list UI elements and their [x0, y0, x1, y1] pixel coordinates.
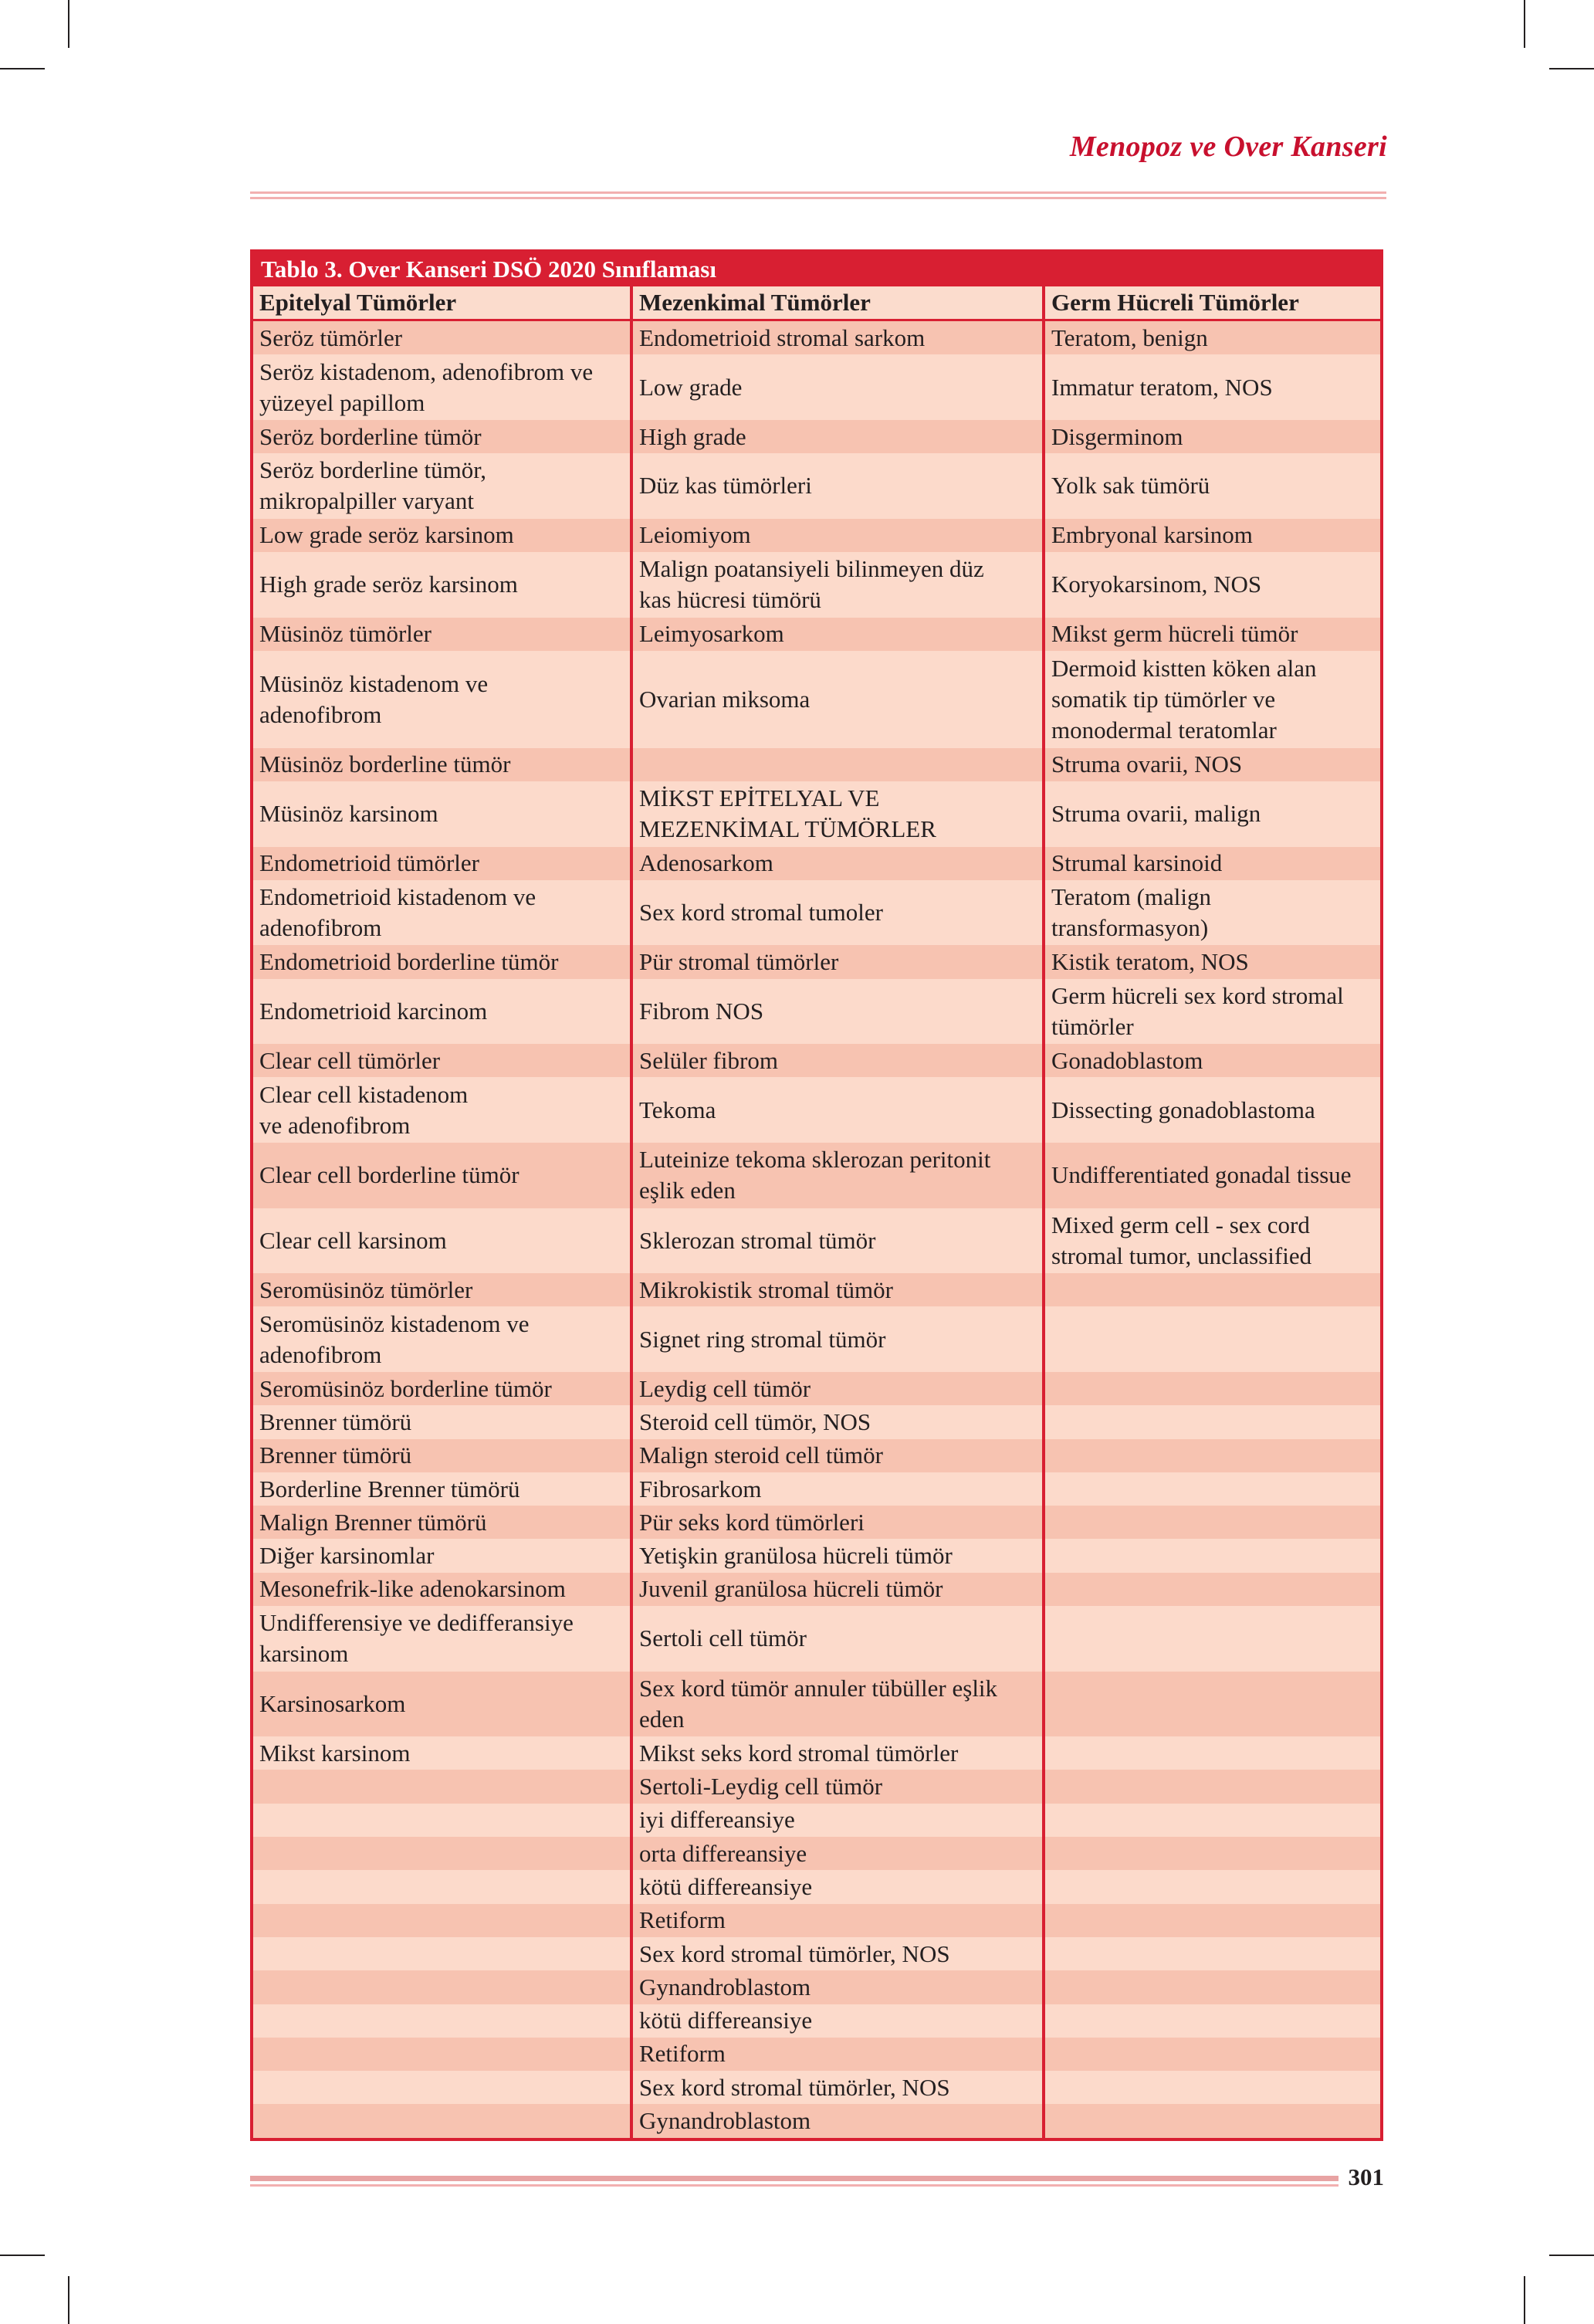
cell-mezenkimal	[631, 618, 1044, 651]
cell-germ	[1044, 1573, 1380, 1606]
cell-epitelyal	[253, 1306, 631, 1372]
cell-mezenkimal-text: High grade	[639, 422, 746, 450]
cell-epitelyal	[253, 1606, 631, 1672]
cell-mezenkimal	[631, 1937, 1044, 1970]
table-row	[253, 618, 1380, 651]
table-row	[253, 1573, 1380, 1606]
cell-mezenkimal-text: Retiform	[639, 2040, 726, 2068]
cell-epitelyal	[253, 320, 631, 355]
cell-germ-text: Disgerminom	[1051, 422, 1183, 450]
cell-germ-text: Dissecting gonadoblastoma	[1051, 1096, 1315, 1123]
crop-mark	[1549, 2255, 1594, 2256]
cell-germ	[1044, 748, 1380, 781]
cell-mezenkimal-text: Malign poatansiyeli bilinmeyen düz kas hücresi tümörü	[639, 555, 984, 614]
cell-epitelyal-text: High grade seröz karsinom	[259, 571, 518, 598]
cell-mezenkimal-text: Selüler fibrom	[639, 1046, 778, 1074]
cell-germ-text: Germ hücreli sex kord stromal tümörler	[1051, 981, 1344, 1040]
cell-mezenkimal	[631, 1837, 1044, 1870]
cell-mezenkimal	[631, 552, 1044, 618]
cell-mezenkimal	[631, 1904, 1044, 1937]
crop-mark	[1524, 2276, 1525, 2324]
cell-epitelyal	[253, 519, 631, 552]
cell-epitelyal	[253, 618, 631, 651]
cell-germ	[1044, 945, 1380, 978]
cell-epitelyal	[253, 1736, 631, 1770]
cell-mezenkimal-text: orta differeansiye	[639, 1839, 807, 1867]
table-row	[253, 1770, 1380, 1803]
cell-epitelyal-text: Seröz kistadenom, adenofibrom ve yüzeyel papillom	[259, 357, 594, 416]
cell-germ	[1044, 1306, 1380, 1372]
cell-mezenkimal-text: Leimyosarkom	[639, 620, 784, 648]
header-rule	[250, 197, 1386, 199]
cell-epitelyal-text: Seröz borderline tümör	[259, 422, 482, 450]
cell-mezenkimal	[631, 748, 1044, 781]
cell-germ	[1044, 320, 1380, 355]
cell-germ	[1044, 519, 1380, 552]
table-row	[253, 1970, 1380, 2004]
table-row	[253, 2004, 1380, 2038]
cell-germ	[1044, 2004, 1380, 2038]
running-header-title: Menopoz ve Over Kanseri	[1069, 130, 1387, 163]
cell-mezenkimal-text: Malign steroid cell tümör	[639, 1441, 883, 1469]
cell-mezenkimal-text: Gynandroblastom	[639, 2107, 811, 2135]
cell-mezenkimal-text: Adenosarkom	[639, 849, 773, 877]
cell-epitelyal-text: Endometrioid tümörler	[259, 849, 479, 877]
cell-germ-text: Kistik teratom, NOS	[1051, 947, 1249, 975]
cell-mezenkimal	[631, 453, 1044, 519]
cell-mezenkimal-text: Düz kas tümörleri	[639, 472, 812, 500]
cell-epitelyal-text: Endometrioid borderline tümör	[259, 947, 559, 975]
cell-mezenkimal	[631, 1870, 1044, 1903]
cell-epitelyal-text: Müsinöz karsinom	[259, 800, 438, 828]
cell-mezenkimal	[631, 320, 1044, 355]
table-row	[253, 1672, 1380, 1737]
cell-mezenkimal	[631, 880, 1044, 946]
cell-epitelyal	[253, 1904, 631, 1937]
cell-germ-text: Struma ovarii, NOS	[1051, 750, 1243, 778]
cell-epitelyal	[253, 1837, 631, 1870]
cell-epitelyal-text: Müsinöz borderline tümör	[259, 750, 511, 778]
cell-germ	[1044, 1208, 1380, 1274]
cell-mezenkimal-text: Luteinize tekoma sklerozan peritonit eşlik eden	[639, 1146, 991, 1204]
cell-mezenkimal	[631, 1044, 1044, 1077]
cell-mezenkimal	[631, 420, 1044, 453]
cell-epitelyal-text: Borderline Brenner tümörü	[259, 1475, 520, 1502]
cell-mezenkimal-text: Signet ring stromal tümör	[639, 1325, 886, 1353]
cell-germ-text: Immatur teratom, NOS	[1051, 373, 1273, 401]
table-row	[253, 1306, 1380, 1372]
cell-mezenkimal-text: Sex kord stromal tümörler, NOS	[639, 2073, 950, 2101]
table-row	[253, 354, 1380, 420]
cell-epitelyal	[253, 748, 631, 781]
cell-germ	[1044, 1405, 1380, 1438]
cell-mezenkimal	[631, 1306, 1044, 1372]
cell-epitelyal-text: Diğer karsinomlar	[259, 1542, 435, 1570]
cell-epitelyal	[253, 880, 631, 946]
cell-germ-text: Mikst germ hücreli tümör	[1051, 620, 1298, 648]
cell-germ	[1044, 1672, 1380, 1737]
cell-epitelyal	[253, 1506, 631, 1539]
cell-germ	[1044, 1439, 1380, 1472]
cell-epitelyal-text: Brenner tümörü	[259, 1408, 412, 1435]
cell-epitelyal-text: Undifferensiye ve dedifferansiye karsinom	[259, 1609, 574, 1668]
table-row	[253, 979, 1380, 1045]
crop-mark	[1549, 68, 1594, 69]
cell-germ	[1044, 1044, 1380, 1077]
cell-mezenkimal-text: Leiomiyom	[639, 521, 751, 549]
table-row	[253, 420, 1380, 453]
cell-germ	[1044, 1770, 1380, 1803]
cell-germ	[1044, 2071, 1380, 2104]
cell-germ	[1044, 1539, 1380, 1572]
cell-mezenkimal-text: Yetişkin granülosa hücreli tümör	[639, 1542, 953, 1570]
cell-mezenkimal	[631, 847, 1044, 880]
cell-epitelyal-text: Brenner tümörü	[259, 1441, 412, 1469]
cell-mezenkimal-text: Fibrosarkom	[639, 1475, 762, 1502]
cell-mezenkimal	[631, 1439, 1044, 1472]
table-caption-row	[253, 252, 1380, 286]
cell-mezenkimal	[631, 979, 1044, 1045]
cell-germ-text: Teratom (malign transformasyon)	[1051, 883, 1212, 942]
table-row	[253, 781, 1380, 847]
table-row	[253, 1736, 1380, 1770]
table-row	[253, 1405, 1380, 1438]
cell-mezenkimal	[631, 2071, 1044, 2104]
cell-mezenkimal	[631, 1804, 1044, 1837]
crop-mark	[68, 0, 69, 48]
cell-epitelyal-text: Endometrioid karcinom	[259, 997, 488, 1025]
cell-germ-text: Mixed germ cell - sex cord stromal tumor, unclassified	[1051, 1211, 1312, 1269]
cell-germ	[1044, 1837, 1380, 1870]
cell-epitelyal	[253, 1472, 631, 1506]
cell-germ	[1044, 1804, 1380, 1837]
table-row	[253, 552, 1380, 618]
cell-mezenkimal	[631, 1077, 1044, 1143]
cell-mezenkimal-text: Sex kord stromal tumoler	[639, 899, 883, 927]
cell-epitelyal-text: Seröz tümörler	[259, 324, 403, 351]
cell-epitelyal-text: Clear cell tümörler	[259, 1046, 441, 1074]
cell-epitelyal-text: Mikst karsinom	[259, 1739, 411, 1767]
cell-epitelyal-text: Karsinosarkom	[259, 1689, 406, 1717]
cell-epitelyal	[253, 979, 631, 1045]
cell-germ	[1044, 781, 1380, 847]
cell-epitelyal	[253, 1044, 631, 1077]
table-row	[253, 1606, 1380, 1672]
cell-germ-text: Teratom, benign	[1051, 324, 1208, 351]
cell-germ	[1044, 847, 1380, 880]
table-body	[253, 320, 1380, 2139]
classification-table	[250, 249, 1383, 2141]
cell-germ-text: Embryonal karsinom	[1051, 521, 1253, 549]
cell-epitelyal	[253, 847, 631, 880]
cell-germ	[1044, 1870, 1380, 1903]
cell-germ-text: Undifferentiated gonadal tissue	[1051, 1161, 1352, 1189]
table-row	[253, 1372, 1380, 1405]
cell-germ	[1044, 1143, 1380, 1208]
cell-epitelyal	[253, 1539, 631, 1572]
cell-epitelyal	[253, 1970, 631, 2004]
table-row	[253, 1937, 1380, 1970]
table-row	[253, 519, 1380, 552]
table-row	[253, 1870, 1380, 1903]
cell-mezenkimal-text: Juvenil granülosa hücreli tümör	[639, 1575, 943, 1603]
cell-mezenkimal-text: Sklerozan stromal tümör	[639, 1226, 876, 1254]
cell-epitelyal	[253, 1573, 631, 1606]
cell-epitelyal-text: Malign Brenner tümörü	[259, 1508, 487, 1536]
cell-epitelyal-text: Seröz borderline tümör, mikropalpiller varyant	[259, 456, 487, 515]
cell-mezenkimal	[631, 1606, 1044, 1672]
cell-mezenkimal-text: Endometrioid stromal sarkom	[639, 324, 926, 351]
cell-epitelyal-text: Clear cell karsinom	[259, 1226, 447, 1254]
footer-rule	[250, 2176, 1338, 2181]
cell-epitelyal-text: Seromüsinöz kistadenom ve adenofibrom	[259, 1309, 530, 1368]
crop-mark	[1524, 0, 1525, 48]
cell-germ	[1044, 1506, 1380, 1539]
cell-germ	[1044, 880, 1380, 946]
table-row	[253, 1506, 1380, 1539]
table-row	[253, 1439, 1380, 1472]
cell-mezenkimal-text: MİKST EPİTELYAL VE MEZENKİMAL TÜMÖRLER	[639, 784, 936, 843]
cell-mezenkimal-text: Sex kord tümör annuler tübüller eşlik eden	[639, 1674, 998, 1733]
footer-rule	[250, 2184, 1338, 2187]
cell-epitelyal	[253, 1439, 631, 1472]
cell-epitelyal-text: Mesonefrik-like adenokarsinom	[259, 1575, 566, 1603]
cell-epitelyal	[253, 1273, 631, 1306]
cell-germ	[1044, 1736, 1380, 1770]
cell-epitelyal-text: Müsinöz kistadenom ve adenofibrom	[259, 669, 489, 728]
cell-mezenkimal-text: Sertoli cell tümör	[639, 1624, 807, 1652]
cell-mezenkimal	[631, 1736, 1044, 1770]
cell-germ	[1044, 453, 1380, 519]
cell-epitelyal	[253, 1143, 631, 1208]
cell-mezenkimal	[631, 1405, 1044, 1438]
cell-germ-text: Koryokarsinom, NOS	[1051, 571, 1262, 598]
cell-epitelyal	[253, 1372, 631, 1405]
table-row	[253, 1804, 1380, 1837]
cell-mezenkimal-text: Pür stromal tümörler	[639, 947, 839, 975]
table-row	[253, 1539, 1380, 1572]
cell-epitelyal	[253, 1937, 631, 1970]
cell-mezenkimal	[631, 651, 1044, 748]
cell-mezenkimal	[631, 1770, 1044, 1803]
cell-epitelyal-text: Clear cell borderline tümör	[259, 1161, 519, 1189]
table-row	[253, 1273, 1380, 1306]
cell-germ	[1044, 552, 1380, 618]
table-row	[253, 1904, 1380, 1937]
table-row	[253, 453, 1380, 519]
column-header-mezenkimal: Mezenkimal Tümörler	[631, 286, 1044, 320]
cell-epitelyal	[253, 945, 631, 978]
cell-germ	[1044, 1372, 1380, 1405]
cell-mezenkimal-text: kötü differeansiye	[639, 1872, 813, 1900]
table-caption: Tablo 3. Over Kanseri DSÖ 2020 Sınıflaması	[253, 252, 1380, 286]
cell-epitelyal	[253, 2038, 631, 2071]
cell-mezenkimal	[631, 1970, 1044, 2004]
crop-mark	[0, 2255, 45, 2256]
cell-mezenkimal	[631, 1143, 1044, 1208]
cell-germ	[1044, 979, 1380, 1045]
table-row	[253, 748, 1380, 781]
cell-epitelyal-text: Endometrioid kistadenom ve adenofibrom	[259, 883, 536, 942]
table-row	[253, 1208, 1380, 1274]
cell-germ	[1044, 1606, 1380, 1672]
cell-mezenkimal	[631, 1273, 1044, 1306]
cell-mezenkimal-text: Fibrom NOS	[639, 997, 764, 1025]
cell-mezenkimal	[631, 945, 1044, 978]
cell-mezenkimal-text: Leydig cell tümör	[639, 1374, 811, 1402]
cell-mezenkimal	[631, 1573, 1044, 1606]
column-header-germ: Germ Hücreli Tümörler	[1044, 286, 1380, 320]
cell-germ	[1044, 2038, 1380, 2071]
cell-mezenkimal	[631, 2104, 1044, 2138]
table-row	[253, 320, 1380, 355]
crop-mark	[0, 68, 45, 69]
cell-mezenkimal	[631, 1472, 1044, 1506]
cell-germ-text: Yolk sak tümörü	[1051, 472, 1210, 500]
cell-epitelyal-text: Seromüsinöz borderline tümör	[259, 1374, 552, 1402]
table-row	[253, 651, 1380, 748]
cell-mezenkimal	[631, 519, 1044, 552]
cell-epitelyal	[253, 552, 631, 618]
page-number: 301	[1348, 2163, 1384, 2190]
cell-epitelyal	[253, 651, 631, 748]
cell-mezenkimal-text: Sex kord stromal tümörler, NOS	[639, 1939, 950, 1967]
cell-epitelyal	[253, 1208, 631, 1274]
cell-mezenkimal-text: kötü differeansiye	[639, 2007, 813, 2034]
cell-epitelyal	[253, 1770, 631, 1803]
cell-germ-text: Strumal karsinoid	[1051, 849, 1223, 877]
cell-mezenkimal	[631, 1539, 1044, 1572]
cell-mezenkimal	[631, 2004, 1044, 2038]
cell-mezenkimal-text: Steroid cell tümör, NOS	[639, 1408, 871, 1435]
cell-mezenkimal-text: Mikst seks kord stromal tümörler	[639, 1739, 959, 1767]
column-header-epitelyal: Epitelyal Tümörler	[253, 286, 631, 320]
cell-epitelyal	[253, 1870, 631, 1903]
cell-epitelyal-text: Low grade seröz karsinom	[259, 521, 514, 549]
cell-germ	[1044, 420, 1380, 453]
cell-germ-text: Dermoid kistten köken alan somatik tip tümörler ve monodermal teratomlar	[1051, 654, 1317, 744]
cell-epitelyal	[253, 2104, 631, 2138]
cell-mezenkimal	[631, 1672, 1044, 1737]
cell-mezenkimal-text: Mikrokistik stromal tümör	[639, 1275, 893, 1303]
table-row	[253, 1077, 1380, 1143]
cell-mezenkimal-text: Gynandroblastom	[639, 1973, 811, 2000]
table-header-row	[253, 286, 1380, 320]
cell-epitelyal-text: Seromüsinöz tümörler	[259, 1275, 473, 1303]
cell-epitelyal-text: Müsinöz tümörler	[259, 620, 431, 648]
cell-mezenkimal	[631, 2038, 1044, 2071]
table-row	[253, 2071, 1380, 2104]
cell-mezenkimal-text: Pür seks kord tümörleri	[639, 1508, 865, 1536]
cell-epitelyal	[253, 420, 631, 453]
table-row	[253, 945, 1380, 978]
cell-germ	[1044, 2104, 1380, 2138]
cell-epitelyal	[253, 1672, 631, 1737]
cell-germ	[1044, 1970, 1380, 2004]
table-row	[253, 1143, 1380, 1208]
table-row	[253, 1837, 1380, 1870]
cell-epitelyal	[253, 1804, 631, 1837]
cell-epitelyal	[253, 1077, 631, 1143]
cell-germ	[1044, 1904, 1380, 1937]
header-rule	[250, 191, 1386, 194]
table-row	[253, 2104, 1380, 2138]
cell-germ-text: Struma ovarii, malign	[1051, 800, 1261, 828]
cell-epitelyal	[253, 453, 631, 519]
cell-germ	[1044, 1273, 1380, 1306]
crop-mark	[68, 2276, 69, 2324]
cell-mezenkimal-text: Ovarian miksoma	[639, 685, 811, 713]
cell-mezenkimal	[631, 1208, 1044, 1274]
cell-epitelyal	[253, 1405, 631, 1438]
cell-epitelyal	[253, 781, 631, 847]
cell-mezenkimal-text: Tekoma	[639, 1096, 716, 1123]
cell-mezenkimal	[631, 1506, 1044, 1539]
cell-mezenkimal-text: Retiform	[639, 1906, 726, 1934]
cell-mezenkimal-text: iyi differeansiye	[639, 1806, 795, 1834]
cell-mezenkimal-text: Sertoli-Leydig cell tümör	[639, 1773, 883, 1801]
table-row	[253, 1044, 1380, 1077]
cell-mezenkimal	[631, 781, 1044, 847]
cell-germ	[1044, 651, 1380, 748]
cell-mezenkimal	[631, 354, 1044, 420]
cell-germ	[1044, 1937, 1380, 1970]
cell-mezenkimal	[631, 1372, 1044, 1405]
cell-epitelyal	[253, 354, 631, 420]
cell-germ	[1044, 1472, 1380, 1506]
table-row	[253, 2038, 1380, 2071]
cell-germ-text: Gonadoblastom	[1051, 1046, 1203, 1074]
cell-epitelyal-text: Clear cell kistadenom ve adenofibrom	[259, 1080, 469, 1139]
table-row	[253, 1472, 1380, 1506]
cell-germ	[1044, 618, 1380, 651]
table-row	[253, 880, 1380, 946]
cell-epitelyal	[253, 2071, 631, 2104]
cell-germ	[1044, 354, 1380, 420]
cell-germ	[1044, 1077, 1380, 1143]
cell-epitelyal	[253, 2004, 631, 2038]
table-row	[253, 847, 1380, 880]
classification-table-grid	[253, 252, 1380, 2138]
cell-mezenkimal-text: Low grade	[639, 373, 743, 401]
